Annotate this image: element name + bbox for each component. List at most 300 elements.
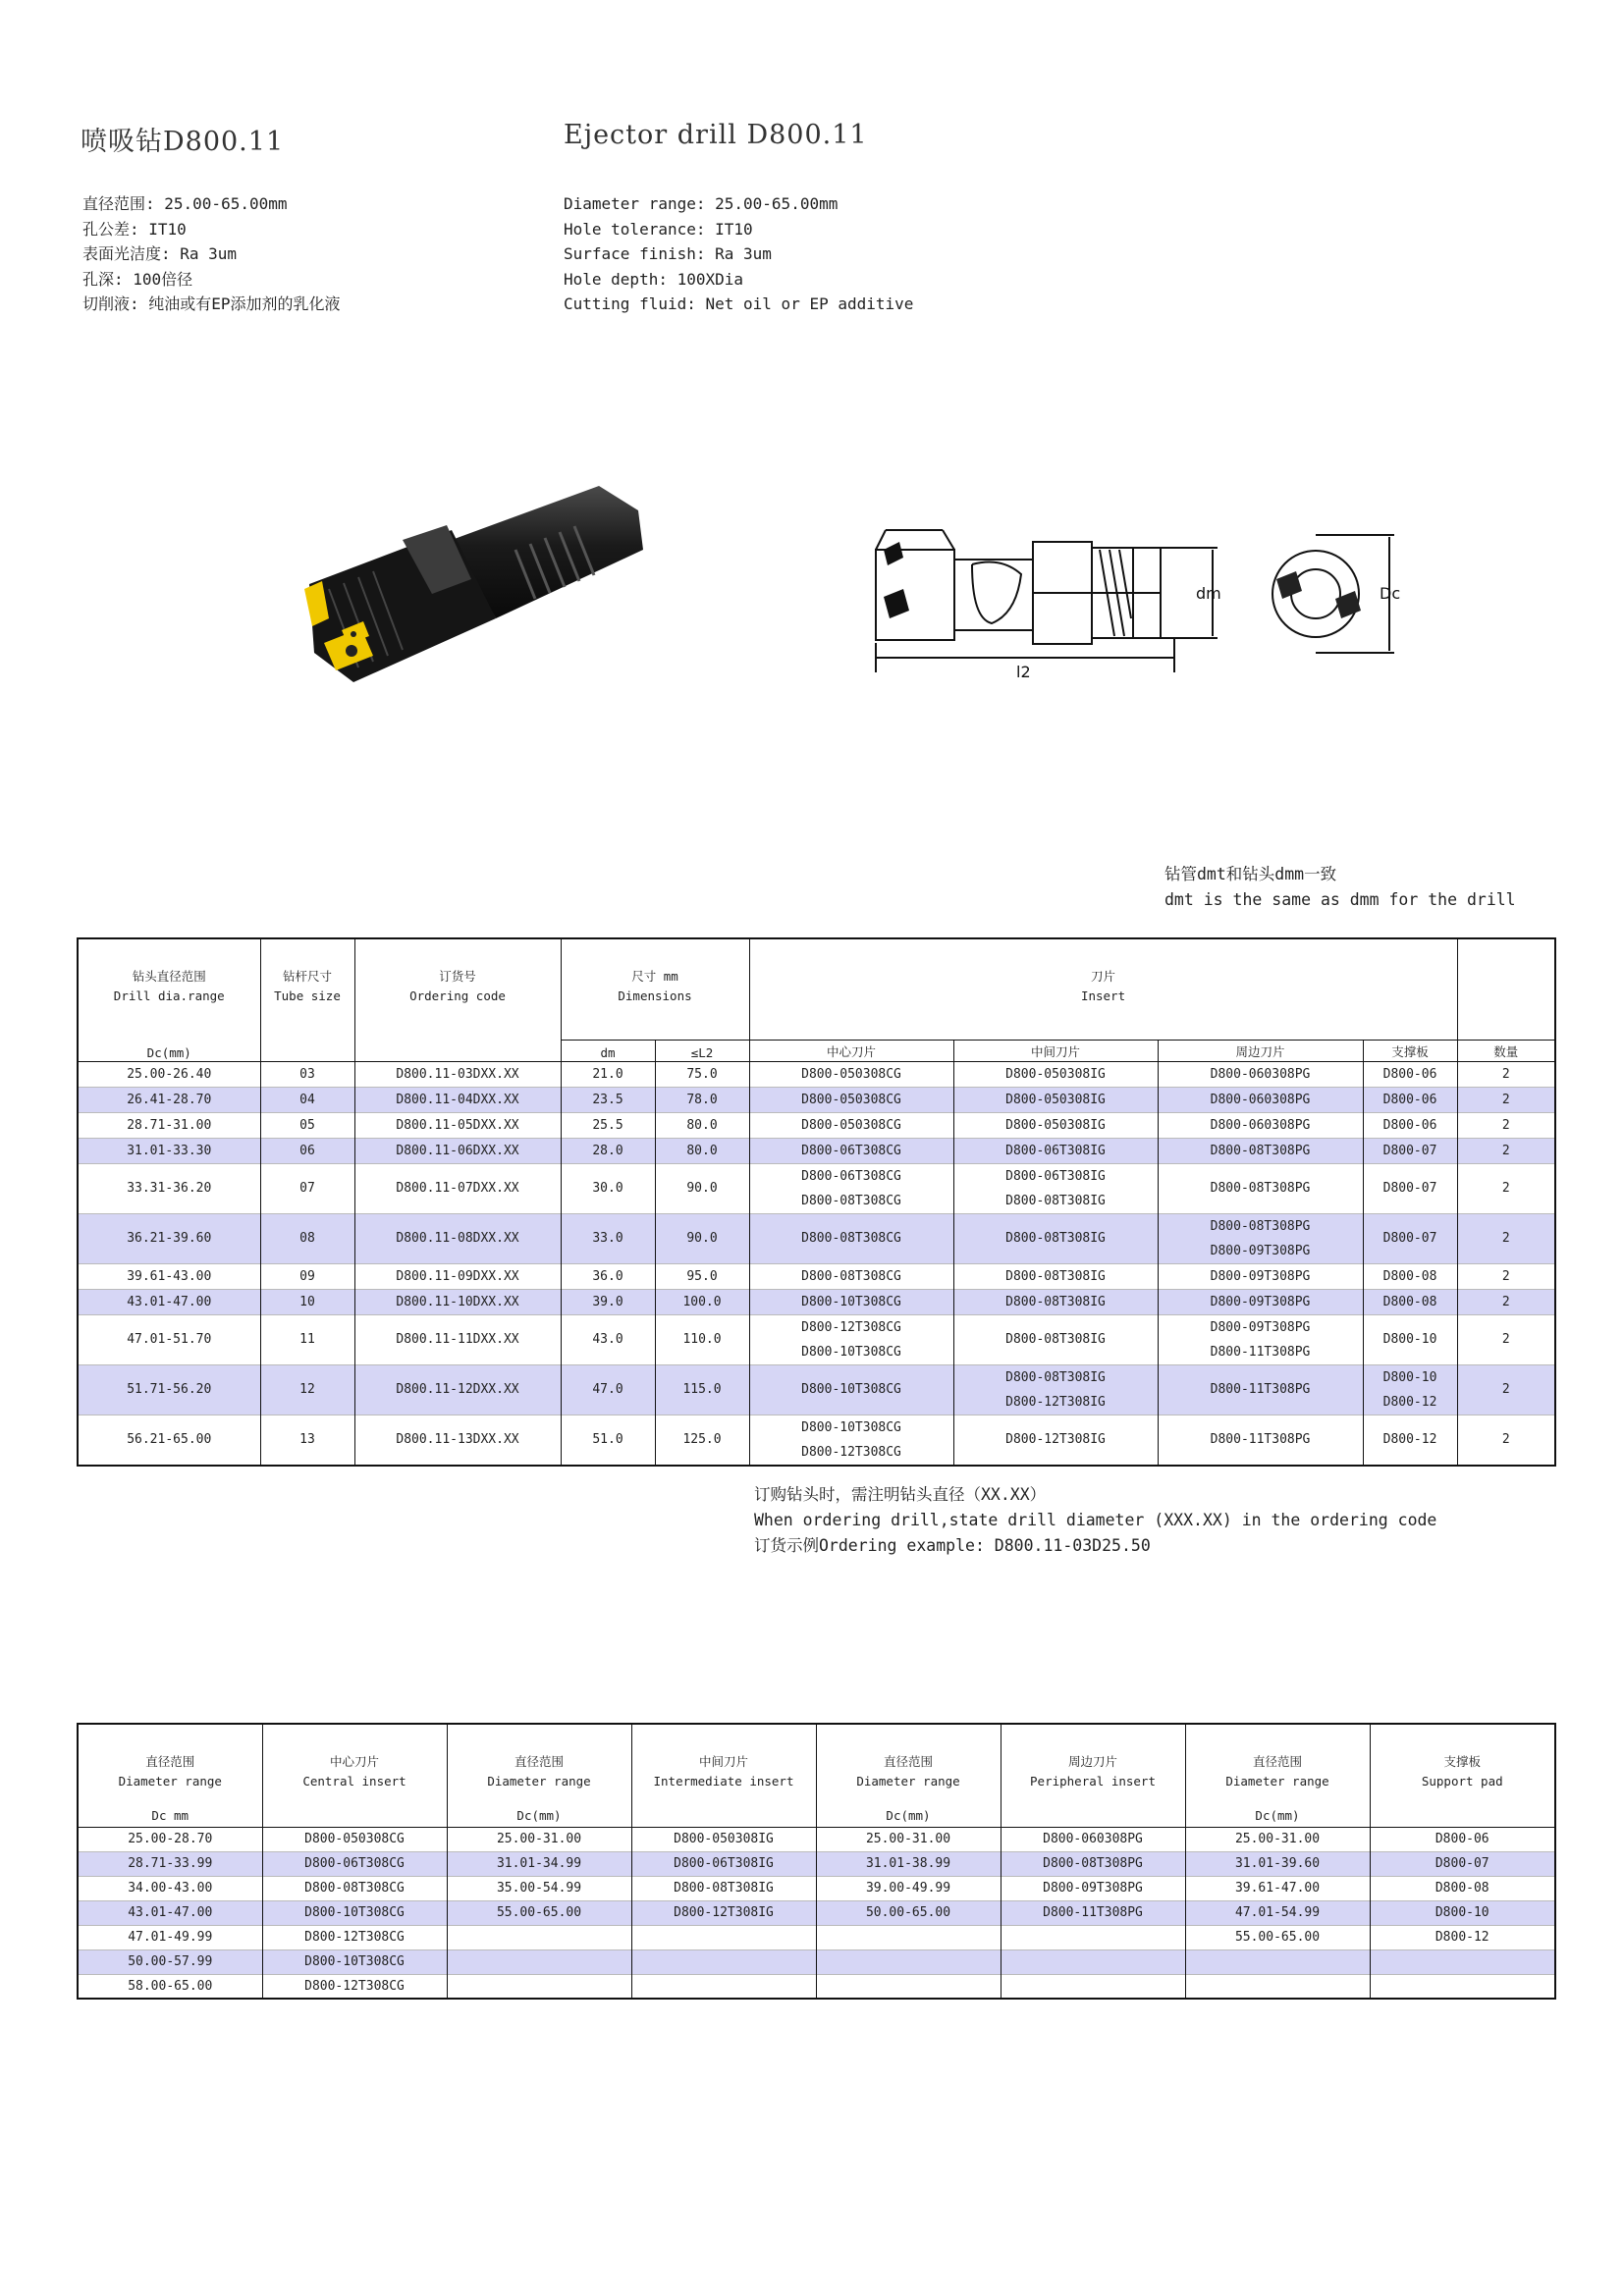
center-insert-cell bbox=[749, 1087, 953, 1112]
support-pad-cell-line: D800-07 bbox=[1382, 1231, 1437, 1246]
ordering-code-cell: D800.11-06DXX.XX bbox=[354, 1138, 561, 1163]
tube-note-cn: 钻管dmt和钻头dmm一致 bbox=[1164, 865, 1337, 883]
insert-table-cell: 31.01-34.99 bbox=[447, 1851, 631, 1876]
table-row bbox=[78, 1138, 1555, 1163]
support-pad-cell-line: D800-12 bbox=[1382, 1394, 1437, 1410]
insert-table-cell: 25.00-31.00 bbox=[1185, 1827, 1370, 1851]
insert-table-cell: D800-12T308IG bbox=[631, 1900, 816, 1925]
insert-header-en: Diameter range bbox=[856, 1774, 960, 1789]
ordering-code-cell: D800.11-11DXX.XX bbox=[354, 1314, 561, 1364]
center-insert-cell-line: D800-10T308CG bbox=[801, 1382, 901, 1397]
header-tube-en: Tube size bbox=[274, 988, 341, 1003]
center-insert-cell-line: D800-08T308CG bbox=[801, 1268, 901, 1284]
dm-cell: 43.0 bbox=[561, 1314, 655, 1364]
header-insert-cn: 刀片 bbox=[1091, 969, 1116, 984]
insert-table-cell: D800-08T308IG bbox=[631, 1876, 816, 1900]
mid-insert-cell bbox=[953, 1112, 1158, 1138]
label-l2: l2 bbox=[1016, 663, 1031, 681]
tube-cell: 10 bbox=[260, 1289, 354, 1314]
header-tube-size bbox=[260, 938, 354, 1040]
spec-line: 孔深: 100倍径 bbox=[82, 269, 193, 289]
support-pad-cell bbox=[1363, 1289, 1457, 1314]
mid-insert-cell-line: D800-08T308IG bbox=[1005, 1369, 1106, 1385]
quantity-cell: 2 bbox=[1457, 1163, 1555, 1213]
center-insert-cell-line: D800-10T308CG bbox=[801, 1344, 901, 1360]
tube-cell: 09 bbox=[260, 1263, 354, 1289]
tube-cell: 13 bbox=[260, 1415, 354, 1466]
specs-cn bbox=[82, 191, 341, 317]
insert-table-cell: D800-12T308CG bbox=[262, 1925, 447, 1949]
peri-insert-cell-line: D800-11T308PG bbox=[1210, 1344, 1311, 1360]
insert-table-cell bbox=[1370, 1949, 1555, 1974]
insert-table-cell: D800-07 bbox=[1370, 1851, 1555, 1876]
center-insert-cell-line: D800-06T308CG bbox=[801, 1143, 901, 1158]
dm-cell: 39.0 bbox=[561, 1289, 655, 1314]
quantity-cell: 2 bbox=[1457, 1087, 1555, 1112]
support-pad-cell bbox=[1363, 1087, 1457, 1112]
insert-table-cell: D800-09T308PG bbox=[1001, 1876, 1185, 1900]
insert-header-cn: 中间刀片 bbox=[698, 1754, 748, 1769]
spec-line: Hole tolerance: IT10 bbox=[564, 219, 753, 239]
mid-insert-cell bbox=[953, 1213, 1158, 1263]
peri-insert-cell-line: D800-08T308PG bbox=[1210, 1218, 1311, 1234]
title-cn: 喷吸钻D800.11 bbox=[81, 127, 285, 157]
table-row bbox=[78, 1876, 1555, 1900]
center-insert-cell-line: D800-050308CG bbox=[801, 1066, 901, 1082]
label-dc: Dc bbox=[1380, 584, 1401, 603]
dc-cell: 39.61-43.00 bbox=[78, 1263, 260, 1289]
header-dim-cn: 尺寸 mm bbox=[631, 969, 678, 984]
insert-header-en: Intermediate insert bbox=[653, 1774, 794, 1789]
header-order-en: Ordering code bbox=[409, 988, 506, 1003]
l2-cell: 80.0 bbox=[655, 1112, 749, 1138]
unit-quantity: 数量 bbox=[1457, 1040, 1555, 1061]
dm-cell: 30.0 bbox=[561, 1163, 655, 1213]
insert-table-cell: 55.00-65.00 bbox=[1185, 1925, 1370, 1949]
table-row bbox=[78, 1974, 1555, 1999]
insert-table-cell: D800-10T308CG bbox=[262, 1949, 447, 1974]
insert-header-cell bbox=[1001, 1724, 1185, 1827]
support-pad-cell bbox=[1363, 1163, 1457, 1213]
support-pad-cell bbox=[1363, 1415, 1457, 1466]
insert-header-cell bbox=[78, 1724, 262, 1827]
l2-cell: 80.0 bbox=[655, 1138, 749, 1163]
quantity-cell: 2 bbox=[1457, 1314, 1555, 1364]
insert-header-cn: 直径范围 bbox=[1252, 1754, 1302, 1769]
header-drill-range-cn: 钻头直径范围 bbox=[132, 969, 206, 984]
mid-insert-cell bbox=[953, 1087, 1158, 1112]
insert-table-cell bbox=[1001, 1949, 1185, 1974]
table-row bbox=[78, 1213, 1555, 1263]
mid-insert-cell-line: D800-050308IG bbox=[1005, 1117, 1106, 1133]
insert-table-cell bbox=[816, 1974, 1001, 1999]
peri-insert-cell-line: D800-11T308PG bbox=[1210, 1432, 1311, 1447]
peri-insert-cell-line: D800-11T308PG bbox=[1210, 1382, 1311, 1397]
insert-table-cell bbox=[1001, 1974, 1185, 1999]
spec-line: Surface finish: Ra 3um bbox=[564, 244, 772, 263]
support-pad-cell-line: D800-07 bbox=[1382, 1143, 1437, 1158]
peri-insert-cell bbox=[1158, 1364, 1363, 1415]
peri-insert-cell-line: D800-09T308PG bbox=[1210, 1294, 1311, 1309]
insert-table-cell: 39.00-49.99 bbox=[816, 1876, 1001, 1900]
peri-insert-cell-line: D800-09T308PG bbox=[1210, 1243, 1311, 1258]
insert-table-cell bbox=[816, 1949, 1001, 1974]
support-pad-cell-line: D800-06 bbox=[1382, 1066, 1437, 1082]
dm-cell: 33.0 bbox=[561, 1213, 655, 1263]
insert-header-cn: 直径范围 bbox=[883, 1754, 933, 1769]
insert-header-cn: 中心刀片 bbox=[329, 1754, 379, 1769]
mid-insert-cell bbox=[953, 1138, 1158, 1163]
center-insert-cell-line: D800-10T308CG bbox=[801, 1294, 901, 1309]
center-insert-cell-line: D800-12T308CG bbox=[801, 1319, 901, 1335]
ordering-code-cell: D800.11-05DXX.XX bbox=[354, 1112, 561, 1138]
title-en: Ejector drill D800.11 bbox=[564, 120, 868, 150]
dc-cell: 28.71-31.00 bbox=[78, 1112, 260, 1138]
table-row bbox=[78, 1851, 1555, 1876]
unit-center-insert: 中心刀片 bbox=[749, 1040, 953, 1061]
insert-table-cell: 31.01-39.60 bbox=[1185, 1851, 1370, 1876]
ordering-code-cell: D800.11-13DXX.XX bbox=[354, 1415, 561, 1466]
ordering-code-cell: D800.11-03DXX.XX bbox=[354, 1061, 561, 1087]
mid-insert-cell-line: D800-08T308IG bbox=[1005, 1231, 1106, 1246]
dm-cell: 51.0 bbox=[561, 1415, 655, 1466]
peri-insert-cell-line: D800-060308PG bbox=[1210, 1117, 1311, 1133]
quantity-cell: 2 bbox=[1457, 1364, 1555, 1415]
center-insert-cell bbox=[749, 1061, 953, 1087]
insert-table-cell bbox=[631, 1925, 816, 1949]
insert-table-cell bbox=[447, 1974, 631, 1999]
peri-insert-cell bbox=[1158, 1415, 1363, 1466]
support-pad-cell-line: D800-08 bbox=[1382, 1294, 1437, 1309]
insert-table-cell bbox=[1001, 1925, 1185, 1949]
tube-note-en: dmt is the same as dmm for the drill bbox=[1164, 890, 1516, 909]
insert-table-cell: D800-10T308CG bbox=[262, 1900, 447, 1925]
insert-table-cell: D800-12T308CG bbox=[262, 1974, 447, 1999]
ordering-note-line: 订购钻头时，需注明钻头直径（XX.XX） bbox=[754, 1485, 1047, 1504]
tube-cell: 06 bbox=[260, 1138, 354, 1163]
peri-insert-cell bbox=[1158, 1138, 1363, 1163]
tube-cell: 07 bbox=[260, 1163, 354, 1213]
table-row bbox=[78, 1415, 1555, 1466]
dm-cell: 25.5 bbox=[561, 1112, 655, 1138]
dc-cell: 26.41-28.70 bbox=[78, 1087, 260, 1112]
insert-table-cell: D800-06T308IG bbox=[631, 1851, 816, 1876]
insert-table-cell: 47.01-49.99 bbox=[78, 1925, 262, 1949]
peri-insert-cell-line: D800-060308PG bbox=[1210, 1066, 1311, 1082]
dc-cell: 33.31-36.20 bbox=[78, 1163, 260, 1213]
mid-insert-cell-line: D800-06T308IG bbox=[1005, 1168, 1106, 1184]
center-insert-cell-line: D800-050308CG bbox=[801, 1117, 901, 1133]
l2-cell: 110.0 bbox=[655, 1314, 749, 1364]
insert-table-cell: 25.00-31.00 bbox=[447, 1827, 631, 1851]
center-insert-cell bbox=[749, 1138, 953, 1163]
peri-insert-cell bbox=[1158, 1087, 1363, 1112]
specs-en bbox=[564, 191, 913, 317]
table-row bbox=[78, 1289, 1555, 1314]
header-drill-range-en: Drill dia.range bbox=[113, 988, 225, 1003]
quantity-cell: 2 bbox=[1457, 1263, 1555, 1289]
mid-insert-cell bbox=[953, 1263, 1158, 1289]
quantity-cell: 2 bbox=[1457, 1289, 1555, 1314]
insert-header-cell bbox=[447, 1724, 631, 1827]
table-row bbox=[78, 1087, 1555, 1112]
quantity-cell: 2 bbox=[1457, 1061, 1555, 1087]
mid-insert-cell-line: D800-08T308IG bbox=[1005, 1193, 1106, 1208]
table-row bbox=[78, 1314, 1555, 1364]
insert-table-cell: D800-050308IG bbox=[631, 1827, 816, 1851]
center-insert-cell bbox=[749, 1112, 953, 1138]
dc-cell: 51.71-56.20 bbox=[78, 1364, 260, 1415]
center-insert-cell bbox=[749, 1415, 953, 1466]
table-row bbox=[78, 1112, 1555, 1138]
unit-l2: ≤L2 bbox=[655, 1040, 749, 1061]
tube-note bbox=[1164, 862, 1516, 913]
drill-product-image bbox=[285, 471, 648, 697]
mid-insert-cell-line: D800-06T308IG bbox=[1005, 1143, 1106, 1158]
support-pad-cell-line: D800-12 bbox=[1382, 1432, 1437, 1447]
peri-insert-cell bbox=[1158, 1314, 1363, 1364]
center-insert-cell-line: D800-10T308CG bbox=[801, 1419, 901, 1435]
peri-insert-cell-line: D800-08T308PG bbox=[1210, 1143, 1311, 1158]
insert-table-cell: 25.00-28.70 bbox=[78, 1827, 262, 1851]
insert-table-cell: 50.00-57.99 bbox=[78, 1949, 262, 1974]
tube-cell: 12 bbox=[260, 1364, 354, 1415]
header-blank bbox=[1457, 938, 1555, 1040]
insert-table-cell: 55.00-65.00 bbox=[447, 1900, 631, 1925]
insert-range-table bbox=[77, 1723, 1556, 2000]
insert-header-cell bbox=[262, 1724, 447, 1827]
dc-cell: 56.21-65.00 bbox=[78, 1415, 260, 1466]
center-insert-cell bbox=[749, 1263, 953, 1289]
quantity-cell: 2 bbox=[1457, 1213, 1555, 1263]
spec-line: Cutting fluid: Net oil or EP additive bbox=[564, 294, 914, 313]
peri-insert-cell-line: D800-08T308PG bbox=[1210, 1181, 1311, 1196]
ordering-code-cell: D800.11-10DXX.XX bbox=[354, 1289, 561, 1314]
spec-line: 直径范围: 25.00-65.00mm bbox=[82, 194, 288, 213]
insert-table-cell: 28.71-33.99 bbox=[78, 1851, 262, 1876]
quantity-cell: 2 bbox=[1457, 1138, 1555, 1163]
header-dim-en: Dimensions bbox=[618, 988, 692, 1003]
center-insert-cell bbox=[749, 1364, 953, 1415]
support-pad-cell bbox=[1363, 1213, 1457, 1263]
unit-blank bbox=[354, 1040, 561, 1061]
insert-table-cell: 58.00-65.00 bbox=[78, 1974, 262, 1999]
insert-table-cell bbox=[1185, 1974, 1370, 1999]
support-pad-cell-line: D800-10 bbox=[1382, 1332, 1437, 1347]
insert-header-en: Diameter range bbox=[487, 1774, 591, 1789]
insert-header-unit: Dc mm bbox=[151, 1807, 189, 1823]
insert-table-cell bbox=[447, 1925, 631, 1949]
tube-cell: 04 bbox=[260, 1087, 354, 1112]
insert-table-cell: D800-11T308PG bbox=[1001, 1900, 1185, 1925]
mid-insert-cell bbox=[953, 1061, 1158, 1087]
insert-table-cell: D800-08T308PG bbox=[1001, 1851, 1185, 1876]
dm-cell: 23.5 bbox=[561, 1087, 655, 1112]
mid-insert-cell-line: D800-12T308IG bbox=[1005, 1432, 1106, 1447]
peri-insert-cell bbox=[1158, 1213, 1363, 1263]
dm-cell: 21.0 bbox=[561, 1061, 655, 1087]
center-insert-cell-line: D800-08T308CG bbox=[801, 1231, 901, 1246]
header-tube-cn: 钻杆尺寸 bbox=[282, 969, 332, 984]
l2-cell: 125.0 bbox=[655, 1415, 749, 1466]
mid-insert-cell bbox=[953, 1289, 1158, 1314]
quantity-cell: 2 bbox=[1457, 1415, 1555, 1466]
ordering-code-cell: D800.11-08DXX.XX bbox=[354, 1213, 561, 1263]
l2-cell: 100.0 bbox=[655, 1289, 749, 1314]
insert-header-cell bbox=[1185, 1724, 1370, 1827]
table-row bbox=[78, 1364, 1555, 1415]
mid-insert-cell-line: D800-050308IG bbox=[1005, 1066, 1106, 1082]
spec-line: 切削液: 纯油或有EP添加剂的乳化液 bbox=[82, 294, 341, 313]
insert-table-cell bbox=[816, 1925, 1001, 1949]
mid-insert-cell bbox=[953, 1314, 1158, 1364]
insert-table-body bbox=[78, 1827, 1555, 1999]
insert-table-cell: 31.01-38.99 bbox=[816, 1851, 1001, 1876]
table-row bbox=[78, 1061, 1555, 1087]
insert-table-cell bbox=[631, 1949, 816, 1974]
l2-cell: 75.0 bbox=[655, 1061, 749, 1087]
insert-header-cn: 直径范围 bbox=[514, 1754, 564, 1769]
dc-cell: 47.01-51.70 bbox=[78, 1314, 260, 1364]
unit-support-pad: 支撑板 bbox=[1363, 1040, 1457, 1061]
peri-insert-cell-line: D800-09T308PG bbox=[1210, 1268, 1311, 1284]
insert-header-cell bbox=[631, 1724, 816, 1827]
header-insert bbox=[749, 938, 1457, 1040]
drill-table-body bbox=[78, 1061, 1555, 1466]
spec-line: 表面光洁度: Ra 3um bbox=[82, 244, 238, 263]
table-row bbox=[78, 1163, 1555, 1213]
mid-insert-cell-line: D800-08T308IG bbox=[1005, 1294, 1106, 1309]
center-insert-cell bbox=[749, 1314, 953, 1364]
ordering-code-cell: D800.11-07DXX.XX bbox=[354, 1163, 561, 1213]
table-row bbox=[78, 1827, 1555, 1851]
insert-table-cell bbox=[447, 1949, 631, 1974]
support-pad-cell-line: D800-08 bbox=[1382, 1268, 1437, 1284]
center-insert-cell bbox=[749, 1289, 953, 1314]
insert-header-en: Diameter range bbox=[1225, 1774, 1329, 1789]
quantity-cell: 2 bbox=[1457, 1112, 1555, 1138]
support-pad-cell bbox=[1363, 1138, 1457, 1163]
mid-insert-cell bbox=[953, 1364, 1158, 1415]
tube-cell: 03 bbox=[260, 1061, 354, 1087]
support-pad-cell bbox=[1363, 1112, 1457, 1138]
ordering-code-cell: D800.11-09DXX.XX bbox=[354, 1263, 561, 1289]
mid-insert-cell bbox=[953, 1415, 1158, 1466]
ordering-note-line: 订货示例Ordering example: D800.11-03D25.50 bbox=[754, 1536, 1151, 1555]
unit-blank bbox=[260, 1040, 354, 1061]
insert-table-cell: D800-060308PG bbox=[1001, 1827, 1185, 1851]
support-pad-cell-line: D800-07 bbox=[1382, 1181, 1437, 1196]
center-insert-cell-line: D800-050308CG bbox=[801, 1092, 901, 1107]
dm-cell: 28.0 bbox=[561, 1138, 655, 1163]
peri-insert-cell-line: D800-060308PG bbox=[1210, 1092, 1311, 1107]
mid-insert-cell-line: D800-12T308IG bbox=[1005, 1394, 1106, 1410]
dc-cell: 43.01-47.00 bbox=[78, 1289, 260, 1314]
dc-cell: 31.01-33.30 bbox=[78, 1138, 260, 1163]
support-pad-cell bbox=[1363, 1263, 1457, 1289]
spec-line: 孔公差: IT10 bbox=[82, 219, 187, 239]
mid-insert-cell-line: D800-050308IG bbox=[1005, 1092, 1106, 1107]
insert-table-cell bbox=[631, 1974, 816, 1999]
center-insert-cell-line: D800-12T308CG bbox=[801, 1444, 901, 1460]
insert-header-en: Peripheral insert bbox=[1030, 1774, 1156, 1789]
insert-table-cell: 35.00-54.99 bbox=[447, 1876, 631, 1900]
insert-table-cell: 39.61-47.00 bbox=[1185, 1876, 1370, 1900]
insert-table-cell: D800-08 bbox=[1370, 1876, 1555, 1900]
spec-line: Diameter range: 25.00-65.00mm bbox=[564, 194, 839, 213]
insert-header-en: Diameter range bbox=[118, 1774, 222, 1789]
peri-insert-cell bbox=[1158, 1112, 1363, 1138]
insert-table-cell: 50.00-65.00 bbox=[816, 1900, 1001, 1925]
ordering-code-cell: D800.11-04DXX.XX bbox=[354, 1087, 561, 1112]
insert-table-cell: 43.01-47.00 bbox=[78, 1900, 262, 1925]
dm-cell: 47.0 bbox=[561, 1364, 655, 1415]
technical-drawing bbox=[864, 520, 1414, 687]
table-row bbox=[78, 1925, 1555, 1949]
insert-table-cell bbox=[1370, 1974, 1555, 1999]
insert-header-cell bbox=[1370, 1724, 1555, 1827]
center-insert-cell-line: D800-08T308CG bbox=[801, 1193, 901, 1208]
support-pad-cell bbox=[1363, 1364, 1457, 1415]
insert-header-unit: Dc(mm) bbox=[886, 1807, 931, 1823]
table-row bbox=[78, 1900, 1555, 1925]
spec-line: Hole depth: 100XDia bbox=[564, 269, 744, 289]
insert-header-en: Central insert bbox=[302, 1774, 406, 1789]
insert-header-cn: 直径范围 bbox=[145, 1754, 195, 1769]
center-insert-cell bbox=[749, 1163, 953, 1213]
l2-cell: 95.0 bbox=[655, 1263, 749, 1289]
mid-insert-cell bbox=[953, 1163, 1158, 1213]
header-order-cn: 订货号 bbox=[439, 969, 476, 984]
insert-table-header bbox=[78, 1724, 1555, 1827]
peri-insert-cell bbox=[1158, 1263, 1363, 1289]
peri-insert-cell bbox=[1158, 1061, 1363, 1087]
insert-header-cn: 周边刀片 bbox=[1067, 1754, 1117, 1769]
ordering-note-line: When ordering drill,state drill diameter (XXX.XX) in the ordering code bbox=[754, 1511, 1437, 1529]
mid-insert-cell-line: D800-08T308IG bbox=[1005, 1332, 1106, 1347]
insert-table-cell: D800-050308CG bbox=[262, 1827, 447, 1851]
mid-insert-cell-line: D800-08T308IG bbox=[1005, 1268, 1106, 1284]
ordering-note bbox=[754, 1482, 1436, 1559]
unit-peri-insert: 周边刀片 bbox=[1158, 1040, 1363, 1061]
support-pad-cell bbox=[1363, 1061, 1457, 1087]
peri-insert-cell-line: D800-09T308PG bbox=[1210, 1319, 1311, 1335]
unit-mid-insert: 中间刀片 bbox=[953, 1040, 1158, 1061]
center-insert-cell-line: D800-06T308CG bbox=[801, 1168, 901, 1184]
tube-cell: 08 bbox=[260, 1213, 354, 1263]
insert-table-cell: D800-06 bbox=[1370, 1827, 1555, 1851]
peri-insert-cell bbox=[1158, 1163, 1363, 1213]
support-pad-cell-line: D800-10 bbox=[1382, 1369, 1437, 1385]
support-pad-cell bbox=[1363, 1314, 1457, 1364]
label-dm: dm bbox=[1196, 584, 1221, 603]
insert-table-cell: D800-10 bbox=[1370, 1900, 1555, 1925]
table-row bbox=[78, 1263, 1555, 1289]
insert-table-cell: D800-12 bbox=[1370, 1925, 1555, 1949]
l2-cell: 115.0 bbox=[655, 1364, 749, 1415]
support-pad-cell-line: D800-06 bbox=[1382, 1117, 1437, 1133]
header-insert-en: Insert bbox=[1080, 988, 1126, 1003]
peri-insert-cell bbox=[1158, 1289, 1363, 1314]
unit-dc: Dc(mm) bbox=[78, 1040, 260, 1061]
tube-cell: 05 bbox=[260, 1112, 354, 1138]
insert-table-cell: D800-08T308CG bbox=[262, 1876, 447, 1900]
insert-header-cn: 支撑板 bbox=[1443, 1754, 1481, 1769]
support-pad-cell-line: D800-06 bbox=[1382, 1092, 1437, 1107]
insert-header-en: Support pad bbox=[1421, 1774, 1503, 1789]
table-row bbox=[78, 1949, 1555, 1974]
l2-cell: 78.0 bbox=[655, 1087, 749, 1112]
